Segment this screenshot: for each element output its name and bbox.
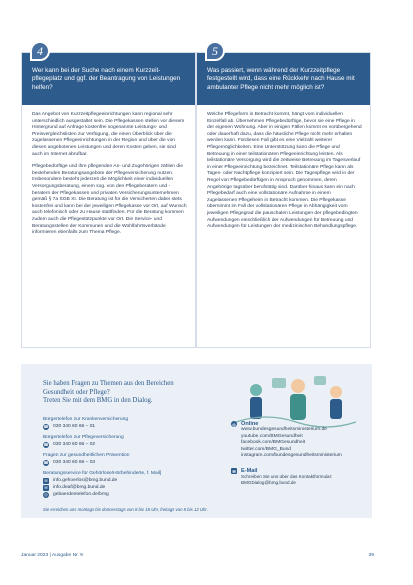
- phone-contacts: [43, 412, 223, 498]
- faq-paragraph: Pflegebedürftige und ihre pflegenden An- und Zugehörigen zählen die bestehenden Beratungsangebote der Pflegeversicherung nutzen. Insbesondere besteht jederzeit die Möglichkeit einer individuellen Versorgungsberatung, einem sog. von den Pflegeberatern und -beratern der Pflegekassen und privaten Versicherungsunternehmen gemäß § 7a SGB XI. Die Beratung ist für die Versicherten dabei stets kostenfrei und kann bei der jeweiligen Pflegekasse vor Ort, auf Wunsch auch telefonisch oder zu Hause stattfinden. Für die Beratung kommen zudem auch die Pflegestützpunkte vor Ort. Die Service- und Beratungsstellen der Kommunen und die Wohlfahrtsverbände informieren ebenfalls zum Thema Pflege.: [32, 164, 187, 236]
- mail-subtitle: Schreiben Sie uns über das Kontaktformular:: [241, 474, 333, 479]
- contact-label: Bürgertelefon zur Krankenversicherung: [43, 417, 129, 422]
- online-title: Online: [241, 421, 259, 427]
- email-line[interactable]: [43, 477, 223, 484]
- phone-icon: ☎: [43, 424, 49, 429]
- contact-panel: [21, 364, 372, 518]
- faq-card-5: [196, 43, 371, 348]
- mail-title: E-Mail: [241, 468, 258, 474]
- panel-title-line: Treten Sie mit dem BMG in den Dialog.: [43, 397, 153, 405]
- mail-address[interactable]: BMGDialog@bmg.bund.de: [241, 480, 296, 485]
- phone-line[interactable]: [43, 459, 223, 466]
- faq-question: Was passiert, wenn während der Kurzzeitpflege festgestellt wird, dass eine Rückkehr nach Hause mit ambulanter Pflege nicht mehr möglich ist?: [207, 67, 355, 91]
- online-links: [241, 427, 361, 460]
- page-number: 39: [368, 553, 374, 558]
- mail-icon: ✉: [232, 468, 236, 474]
- globe-icon: ◎: [232, 421, 236, 427]
- panel-title-line: Gesundheit oder Pflege?: [43, 388, 110, 396]
- contact-label: Bürgertelefon zur Pflegeversicherung: [43, 435, 124, 440]
- faq-card-4: [21, 43, 196, 348]
- email-line[interactable]: [43, 484, 223, 491]
- phone-line[interactable]: [43, 423, 223, 430]
- online-link[interactable]: facebook.com/BMGesundheit: [241, 440, 306, 446]
- phone-icon: ☎: [43, 442, 49, 447]
- web-line[interactable]: [43, 491, 223, 498]
- online-section: [231, 421, 361, 460]
- online-link[interactable]: youtube.com/BMGesundheit: [241, 433, 303, 439]
- faq-number-badge: 4: [30, 41, 50, 61]
- faq-card-header: [22, 43, 195, 105]
- email-address: info.deaf@bmg.bund.de: [53, 485, 106, 490]
- globe-icon: ◎: [44, 492, 48, 497]
- mail-section: [231, 468, 361, 486]
- web-address: gebaerdentelefon.de/bmg: [53, 492, 109, 497]
- phone-line[interactable]: [43, 441, 223, 448]
- mail-icon: ✉: [44, 478, 48, 483]
- email-address: info.gehoerlos@bmg.bund.de: [53, 478, 118, 483]
- faq-question: Wer kann bei der Suche nach einem Kurzzeit-pflegeplatz und ggf. der Beantragung von Leistungen helfen?: [32, 67, 181, 91]
- phone-number: 030 340 60 66 – 02: [53, 442, 96, 447]
- hours-footnote: Sie erreichen uns montags bis donnerstags von 8 bis 18 Uhr, freitags von 8 bis 12 Uhr.: [43, 507, 208, 512]
- phone-number: 030 340 60 66 – 03: [53, 460, 96, 465]
- issue-info: Januar 2023 | Ausgabe Nr. 9: [21, 553, 83, 558]
- faq-card-header: [197, 43, 370, 105]
- faq-paragraph: Das Angebot von Kurzzeitpflegeeinrichtungen kann regional sehr unterschiedlich ausgestaltet sein. Die Pflegekassen stellen vor diesem Hintergrund auf Anfrage kostenfrei sogenannte Leistungs- und Preisvergleichslisten zur Verfügung, die einen Überblick über die zugelassenen Pflegeeinrichtungen in der Region und über die von diesen angebotenen Leistungen und deren Kosten geben, sie sind auch im Internet abrufbar.: [32, 112, 185, 157]
- faq-number-badge: 5: [205, 41, 225, 61]
- online-link[interactable]: www.bundesgesundheitsministerium.de: [241, 427, 327, 432]
- contact-label: Beratungsservice für Gehörlose/Hörbehinderte, f. Mail]: [43, 471, 162, 476]
- online-link[interactable]: twitter.com/BMG_Bund: [241, 446, 292, 452]
- panel-title: [43, 380, 243, 406]
- online-link[interactable]: instagram.com/bundesgesundheitsministerium: [241, 453, 342, 459]
- faq-paragraph: Welche Pflegeform in Betracht kommt, hängt vom individuellen Einzelfall ab. Übernehmen Pflegebedürftige, bevor sie eine Pflege in der eigenen Wohnung. Aber in einigen Fällen kommt es vorübergehend oder dauerhaft dazu, dass die häusliche Pflege nicht mehr erhalten werden kann. Fürdiesen Fall gibt es eine Vielzahl weiterer Pflegemöglichkeiten. Eine Unterstützung kann die Pflege und Betreuung in einer teilstationären Pflegeeinrichtung leisten. Als teilstationäre Versorgung wird die zeitweise Betreuung im Tagesverlauf in einer Pflegeeinrichtung bezeichnet. Teilstationäre Pflege kann als Tages- oder Nachtpflege konzipiert sein. Die Tagespflege wird in der Regel von Pflegebedürftigen in Anspruch genommen, deren Angehörige tagsüber berufstätig sind. Darüber hinaus kann ein nach Pflegebedarf auch eine vollstationäre Aufnahme in einem zugelassenen Pflegeheim in Betracht kommen. Die Pflegekasse übernimmt im Fall der vollstationären Pflege in Abhängigkeit vom jeweiligen Pflegegrad die pauschalen Leistungen der pflegebedingten Aufwendungen einschließlich der Aufwendungen für Betreuung und Aufwendungen für Leistungen der medizinischen Behandlungspflege.: [207, 112, 362, 230]
- phone-number: 030 340 60 66 – 01: [53, 424, 96, 429]
- mail-icon: ✉: [44, 485, 48, 490]
- page-footer: [21, 553, 374, 558]
- faq-answer: [22, 105, 195, 243]
- panel-title-line: Sie haben Fragen zu Themen aus den Bereichen: [43, 380, 174, 387]
- phone-icon: ☎: [43, 460, 49, 465]
- faq-answer: [197, 105, 370, 237]
- contact-label: Fragen zur gesundheitlichen Prävention: [43, 453, 130, 458]
